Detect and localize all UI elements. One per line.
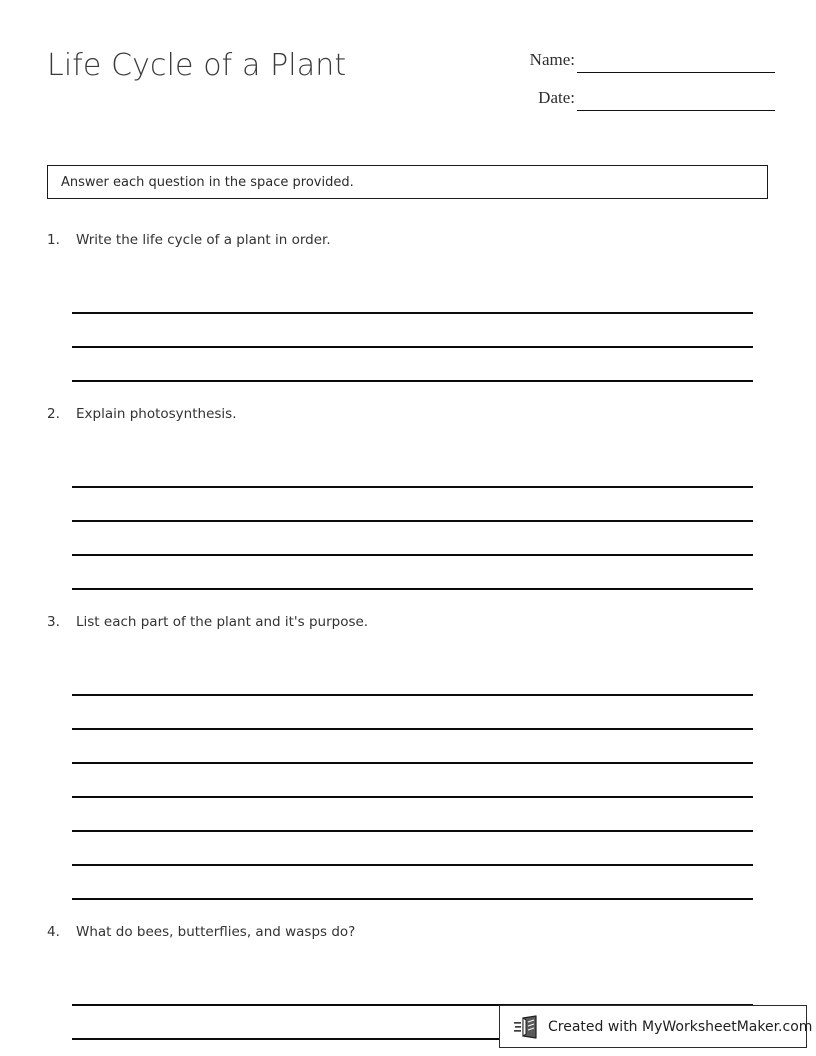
question-block xyxy=(47,232,768,262)
question-text: List each part of the plant and it's purpose. xyxy=(76,614,369,630)
question-heading xyxy=(47,232,768,262)
question-number: 1. xyxy=(47,232,60,248)
answer-line[interactable] xyxy=(72,556,753,590)
answer-line[interactable] xyxy=(72,972,753,1006)
answer-line[interactable] xyxy=(72,348,753,382)
answer-line[interactable] xyxy=(72,314,753,348)
worksheet-maker-logo-icon xyxy=(514,1015,540,1039)
answer-line[interactable] xyxy=(72,832,753,866)
question-block xyxy=(47,406,768,436)
date-field-label: Date: xyxy=(538,88,575,107)
page-title: Life Cycle of a Plant xyxy=(47,48,347,83)
name-field-input-line[interactable] xyxy=(577,72,775,73)
answer-line[interactable] xyxy=(72,488,753,522)
answer-area[interactable] xyxy=(72,280,753,382)
answer-line[interactable] xyxy=(72,454,753,488)
answer-line[interactable] xyxy=(72,866,753,900)
name-field-row xyxy=(495,48,775,86)
instruction-text: Answer each question in the space provided. xyxy=(61,174,354,190)
answer-line[interactable] xyxy=(72,764,753,798)
question-number: 3. xyxy=(47,614,60,630)
answer-line[interactable] xyxy=(72,662,753,696)
created-with-badge[interactable] xyxy=(499,1005,813,1048)
name-date-block xyxy=(495,48,775,124)
instruction-box xyxy=(47,165,768,199)
question-heading xyxy=(47,614,768,644)
name-field-label: Name: xyxy=(529,50,575,69)
date-field-input-line[interactable] xyxy=(577,110,775,111)
question-heading xyxy=(47,406,768,436)
answer-line[interactable] xyxy=(72,696,753,730)
answer-line[interactable] xyxy=(72,280,753,314)
question-block xyxy=(47,614,768,644)
question-text: Write the life cycle of a plant in order. xyxy=(76,232,331,248)
answer-line[interactable] xyxy=(72,798,753,832)
created-with-label: Created with MyWorksheetMaker.com xyxy=(548,1018,813,1035)
question-text: What do bees, butterflies, and wasps do? xyxy=(76,924,356,940)
date-field-row xyxy=(495,86,775,124)
answer-line[interactable] xyxy=(72,730,753,764)
question-heading xyxy=(47,924,768,954)
question-text: Explain photosynthesis. xyxy=(76,406,237,422)
answer-area[interactable] xyxy=(72,662,753,900)
answer-line[interactable] xyxy=(72,522,753,556)
question-block xyxy=(47,924,768,954)
question-number: 4. xyxy=(47,924,60,940)
answer-area[interactable] xyxy=(72,454,753,590)
question-number: 2. xyxy=(47,406,60,422)
worksheet-header xyxy=(0,0,816,140)
